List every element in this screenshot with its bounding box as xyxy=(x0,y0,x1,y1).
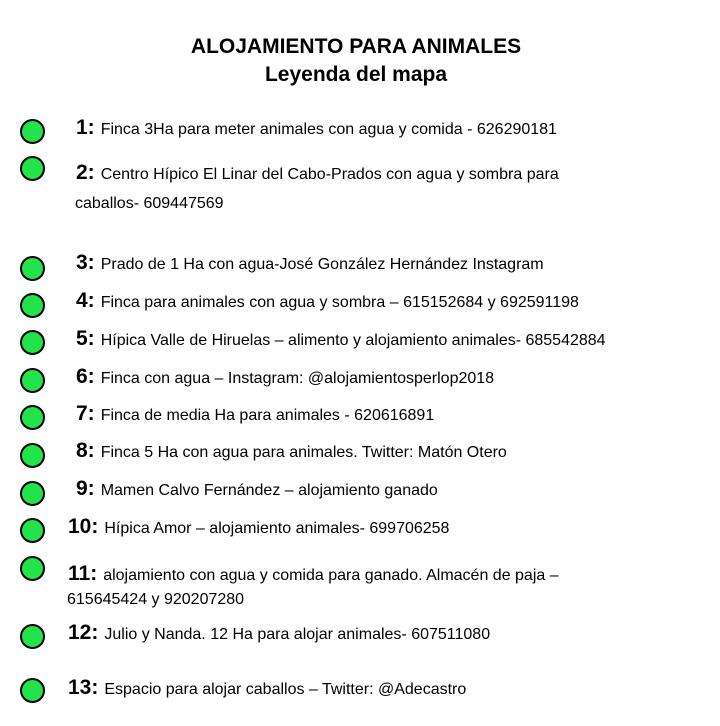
legend-item-number: 3: xyxy=(76,251,95,274)
marker-dot-icon xyxy=(20,518,45,543)
legend-item-text: Finca 3Ha para meter animales con agua y comida - 626290181 xyxy=(100,121,557,138)
marker-dot-icon xyxy=(20,368,45,393)
legend-item-number: 2: xyxy=(76,161,95,184)
marker-dot-icon xyxy=(20,256,45,281)
marker-dot-icon xyxy=(20,624,45,649)
legend-item-9 xyxy=(76,479,438,501)
legend-subtitle: Leyenda del mapa xyxy=(264,63,448,86)
marker-dot-icon xyxy=(20,156,45,181)
legend-item-4 xyxy=(76,291,579,313)
marker-dot-icon xyxy=(20,293,45,318)
legend-item-text: Mamen Calvo Fernández – alojamiento ganado xyxy=(100,482,438,499)
legend-item-text: Hípica Valle de Hiruelas – alimento y alojamiento animales- 685542884 xyxy=(100,332,606,349)
legend-item-3 xyxy=(76,253,544,275)
legend-item-text: alojamiento con agua y comida para ganado. Almacén de paja – xyxy=(103,567,559,584)
marker-dot-icon xyxy=(20,405,45,430)
marker-dot-icon xyxy=(20,556,45,581)
legend-item-text: Finca para animales con agua y sombra – 615152684 y 692591198 xyxy=(100,294,579,311)
legend-item-text: Finca de media Ha para animales - 620616891 xyxy=(100,407,435,424)
legend-item-number: 5: xyxy=(76,327,95,350)
legend-item-5 xyxy=(76,329,606,351)
marker-dot-icon xyxy=(20,119,45,144)
legend-item-11 xyxy=(68,564,559,586)
legend-item-number: 8: xyxy=(76,439,95,462)
legend-item-text: Finca con agua – Instagram: @alojamientosperlop2018 xyxy=(100,370,495,387)
legend-item-number: 7: xyxy=(76,402,95,425)
legend-item-number: 12: xyxy=(68,621,99,644)
legend-item-number: 13: xyxy=(68,676,99,699)
legend-item-text: Centro Hípico El Linar del Cabo-Prados con agua y sombra para xyxy=(100,166,559,183)
legend-item-text: Julio y Nanda. 12 Ha para alojar animales- 607511080 xyxy=(104,626,491,643)
legend-item-text: Hípica Amor – alojamiento animales- 699706258 xyxy=(104,520,450,537)
marker-dot-icon xyxy=(20,678,45,703)
legend-item-2 xyxy=(76,163,559,185)
marker-dot-icon xyxy=(20,443,45,468)
legend-item-text: Prado de 1 Ha con agua-José González Hernández Instagram xyxy=(100,256,544,273)
legend-item-number: 9: xyxy=(76,477,95,500)
legend-item-10 xyxy=(68,517,449,539)
legend-item-1 xyxy=(76,118,557,140)
legend-item-6 xyxy=(76,367,494,389)
legend-item-8 xyxy=(76,441,507,463)
legend-title: ALOJAMIENTO PARA ANIMALES xyxy=(190,35,522,58)
legend-item-number: 1: xyxy=(76,116,95,139)
legend-item-13 xyxy=(68,678,466,700)
legend-item-number: 4: xyxy=(76,289,95,312)
legend-item-number: 6: xyxy=(76,365,95,388)
legend-item-continuation: 615645424 y 920207280 xyxy=(67,591,245,608)
marker-dot-icon xyxy=(20,481,45,506)
legend-item-text: Finca 5 Ha con agua para animales. Twitter: Matón Otero xyxy=(100,444,507,461)
marker-dot-icon xyxy=(20,330,45,355)
legend-item-continuation: caballos- 609447569 xyxy=(75,195,224,212)
legend-item-12 xyxy=(68,623,490,645)
legend-item-7 xyxy=(76,404,434,426)
legend-item-text: Espacio para alojar caballos – Twitter: @Adecastro xyxy=(104,681,467,698)
legend-item-number: 10: xyxy=(68,515,99,538)
legend-item-number: 11: xyxy=(68,562,98,585)
